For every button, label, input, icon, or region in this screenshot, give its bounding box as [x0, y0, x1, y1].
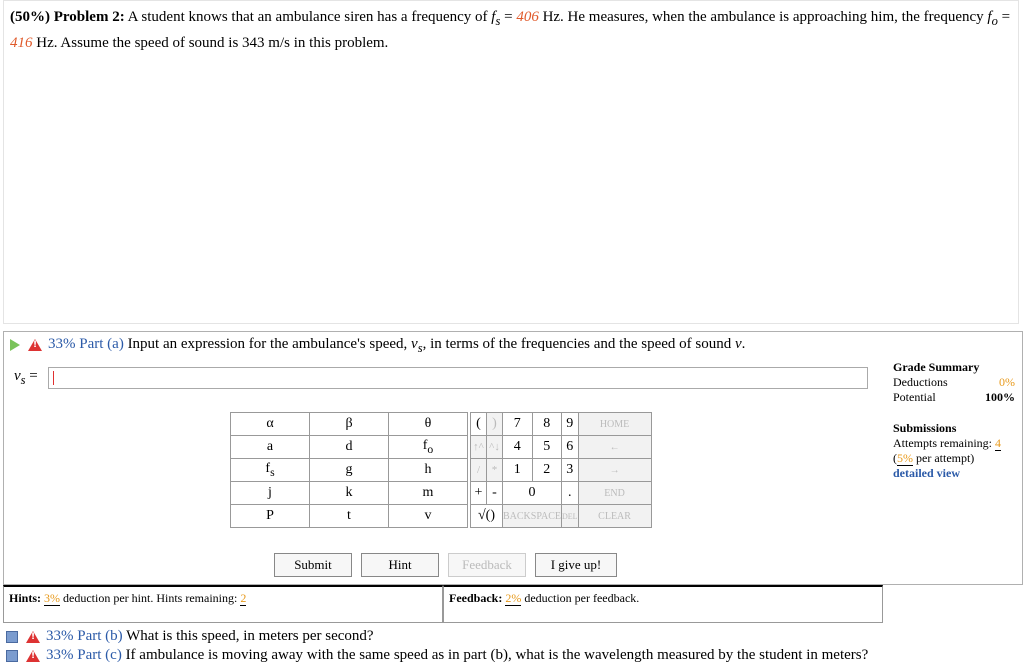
- part-b-row[interactable]: !33% Part (b) What is this speed, in meters per second?: [6, 628, 374, 645]
- detailed-view-link[interactable]: detailed view: [893, 466, 960, 480]
- feedback-pct: 2%: [505, 591, 522, 605]
- problem-weight: (50%): [10, 9, 50, 25]
- collapsed-part-icon: [6, 631, 18, 643]
- key-g[interactable]: g: [310, 459, 389, 482]
- problem-statement: [3, 0, 1019, 324]
- fo-symbol: f: [987, 9, 992, 25]
- key-sqrt[interactable]: √(): [471, 505, 503, 528]
- part-a-text-1: Input an expression for the ambulance's speed,: [127, 336, 412, 352]
- feedback-button[interactable]: Feedback: [448, 553, 526, 577]
- key-k[interactable]: k: [310, 482, 389, 505]
- fs-symbol: f: [491, 9, 496, 25]
- key-theta[interactable]: θ: [389, 413, 468, 436]
- key-0[interactable]: 0: [503, 482, 562, 505]
- fs-subscript: s: [495, 14, 501, 28]
- feedback-box: Feedback: 2% deduction per feedback.: [443, 585, 883, 623]
- key-divide[interactable]: /: [471, 459, 487, 482]
- key-v[interactable]: v: [389, 505, 468, 528]
- expand-triangle-icon[interactable]: [10, 339, 20, 351]
- key-d[interactable]: d: [310, 436, 389, 459]
- vs-subscript: s: [417, 341, 423, 355]
- key-backspace[interactable]: BACKSPACE: [503, 505, 562, 528]
- key-5[interactable]: 5: [532, 436, 562, 459]
- left-arrow-icon[interactable]: ←: [578, 436, 651, 459]
- key-end[interactable]: END: [578, 482, 651, 505]
- fo-value: 416: [10, 35, 33, 51]
- key-m[interactable]: m: [389, 482, 468, 505]
- fs-value: 406: [516, 9, 539, 25]
- equals-2: =: [997, 9, 1011, 25]
- equals-1: =: [500, 9, 517, 25]
- key-h[interactable]: h: [389, 459, 468, 482]
- potential-label: Potential: [893, 390, 936, 404]
- variable-keypad: [230, 412, 468, 528]
- key-8[interactable]: 8: [532, 413, 562, 436]
- key-fo[interactable]: $f_o$: [389, 436, 468, 459]
- key-6[interactable]: 6: [562, 436, 579, 459]
- key-beta[interactable]: β: [310, 413, 389, 436]
- key-t[interactable]: t: [310, 505, 389, 528]
- key-4[interactable]: 4: [503, 436, 533, 459]
- part-a-label: Part (a): [79, 336, 124, 352]
- deductions-value: 0%: [999, 375, 1015, 389]
- warning-icon: [26, 650, 40, 662]
- key-plus[interactable]: +: [471, 482, 487, 505]
- part-a-panel: [3, 331, 1023, 585]
- per-attempt-pct: 5%: [897, 451, 913, 465]
- key-9[interactable]: 9: [562, 413, 579, 436]
- hints-box: Hints: 3% deduction per hint. Hints remaining: 2: [3, 585, 443, 623]
- problem-text-3: Hz. Assume the speed of sound is 343 m/s in this problem.: [32, 35, 389, 51]
- warning-icon: [26, 631, 40, 643]
- key-fs[interactable]: $f_s$: [231, 459, 310, 482]
- grade-summary-title: Grade Summary: [893, 360, 980, 374]
- key-open-paren[interactable]: (: [471, 413, 487, 436]
- hints-label: Hints:: [9, 591, 42, 605]
- part-a-header: [10, 336, 745, 356]
- submissions-title: Submissions: [893, 421, 957, 435]
- part-b-text: What is this speed, in meters per second?: [126, 628, 374, 644]
- hints-remaining: 2: [240, 591, 247, 605]
- answer-input[interactable]: [48, 367, 868, 389]
- v-symbol: v: [734, 336, 742, 352]
- give-up-button[interactable]: I give up!: [535, 553, 617, 577]
- key-minus[interactable]: -: [487, 482, 503, 505]
- attempts-label: Attempts remaining:: [893, 436, 995, 450]
- submit-button[interactable]: Submit: [274, 553, 352, 577]
- part-a-text-2: , in terms of the frequencies and the speed of sound: [422, 336, 735, 352]
- answer-label: $v_s$ =: [14, 368, 38, 387]
- key-2[interactable]: 2: [532, 459, 562, 482]
- attempts-value: 4: [994, 436, 1001, 450]
- grade-summary: Grade Summary Deductions 0% Potential 100% Submissions Attempts remaining: 4 (5% per attempt) detailed view: [893, 360, 1015, 480]
- hints-pct: 3%: [44, 591, 61, 605]
- fo-subscript: o: [991, 14, 998, 28]
- part-b-label: Part (b): [77, 628, 123, 644]
- key-dot[interactable]: .: [562, 482, 579, 505]
- part-c-label: Part (c): [77, 647, 122, 663]
- key-1[interactable]: 1: [503, 459, 533, 482]
- deductions-label: Deductions: [893, 375, 948, 389]
- vs-symbol: v: [411, 336, 418, 352]
- part-a-text-3: .: [741, 336, 746, 352]
- collapsed-part-icon: [6, 650, 18, 662]
- part-a-percent: 33%: [48, 336, 76, 352]
- part-c-row[interactable]: !33% Part (c) If ambulance is moving away with the same speed as in part (b), what is the wavelength measured by the student in meters?: [6, 647, 868, 664]
- potential-value: 100%: [985, 390, 1015, 404]
- key-multiply[interactable]: *: [487, 459, 503, 482]
- key-j[interactable]: j: [231, 482, 310, 505]
- key-del[interactable]: DEL: [562, 505, 579, 528]
- warning-icon: [28, 339, 42, 351]
- key-7[interactable]: 7: [503, 413, 533, 436]
- text-caret: [53, 371, 54, 385]
- key-3[interactable]: 3: [562, 459, 579, 482]
- key-up[interactable]: ↑^: [471, 436, 487, 459]
- problem-label: Problem 2:: [53, 9, 125, 25]
- calculator-keypad: [470, 412, 652, 528]
- key-p[interactable]: P: [231, 505, 310, 528]
- key-clear[interactable]: CLEAR: [578, 505, 651, 528]
- key-close-paren[interactable]: ): [487, 413, 503, 436]
- problem-text-2: Hz. He measures, when the ambulance is approaching him, the frequency: [538, 9, 988, 25]
- hint-button[interactable]: Hint: [361, 553, 439, 577]
- feedback-label: Feedback:: [449, 591, 503, 605]
- problem-text-1: A student knows that an ambulance siren has a frequency of: [127, 9, 492, 25]
- key-down[interactable]: ^↓: [487, 436, 503, 459]
- key-home[interactable]: HOME: [578, 413, 651, 436]
- key-a[interactable]: a: [231, 436, 310, 459]
- right-arrow-icon[interactable]: →: [578, 459, 651, 482]
- part-c-text: If ambulance is moving away with the same speed as in part (b), what is the wavelength measured by the student in meters?: [125, 647, 869, 663]
- key-alpha[interactable]: α: [231, 413, 310, 436]
